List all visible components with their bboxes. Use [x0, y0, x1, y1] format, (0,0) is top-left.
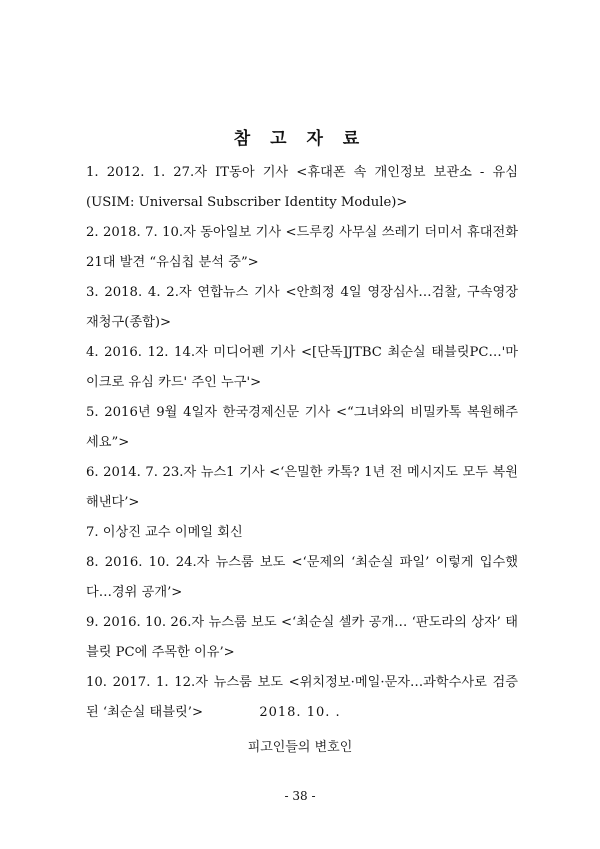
reference-item-7: 7. 이상진 교수 이메일 회신	[86, 525, 243, 540]
page-title: 참 고 자 료	[233, 129, 367, 149]
reference-item-6: 6. 2014. 7. 23.자 뉴스1 기사 <‘은밀한 카톡? 1년 전 메시지도 모두 복원해낸다’>	[86, 465, 518, 510]
reference-item-8: 8. 2016. 10. 24.자 뉴스룸 보도 <‘문제의 ‘최순실 파일’ 이렇게 입수했다…경위 공개’>	[86, 555, 518, 600]
reference-item-5: 5. 2016년 9월 4일자 한국경제신문 기사 <“그녀와의 비밀카톡 복원해주세요”>	[86, 405, 518, 450]
reference-item-3: 3. 2018. 4. 2.자 연합뉴스 기사 <안희정 4일 영장심사…검찰, 구속영장 재청구(종합)>	[86, 285, 518, 330]
signer-name: 피고인들의 변호인	[247, 740, 353, 755]
reference-item-10: 10. 2017. 1. 12.자 뉴스룸 보도 <위치정보·메일·문자…과학수사로 검증된 ‘최순실 태블릿’>	[86, 675, 518, 720]
reference-item-9: 9. 2016. 10. 26.자 뉴스룸 보도 <‘최순실 셀카 공개… ‘판도라의 상자’ 태블릿 PC에 주목한 이유’>	[86, 615, 518, 660]
signature-date: 2018. 10. .	[259, 705, 341, 720]
reference-item-2: 2. 2018. 7. 10.자 동아일보 기사 <드루킹 사무실 쓰레기 더미서 휴대전화 21대 발견 “유심칩 분석 중”>	[86, 225, 518, 270]
reference-item-4: 4. 2016. 12. 14.자 미디어펜 기사 <[단독]JTBC 최순실 태블릿PC…'마이크로 유심 카드' 주인 누구'>	[86, 345, 518, 390]
reference-item-1: 1. 2012. 1. 27.자 IT동아 기사 <휴대폰 속 개인정보 보관소 - 유심(USIM: Universal Subscriber Identity Module)>	[86, 165, 518, 210]
page-number: - 38 -	[284, 789, 316, 803]
reference-list	[86, 158, 518, 728]
